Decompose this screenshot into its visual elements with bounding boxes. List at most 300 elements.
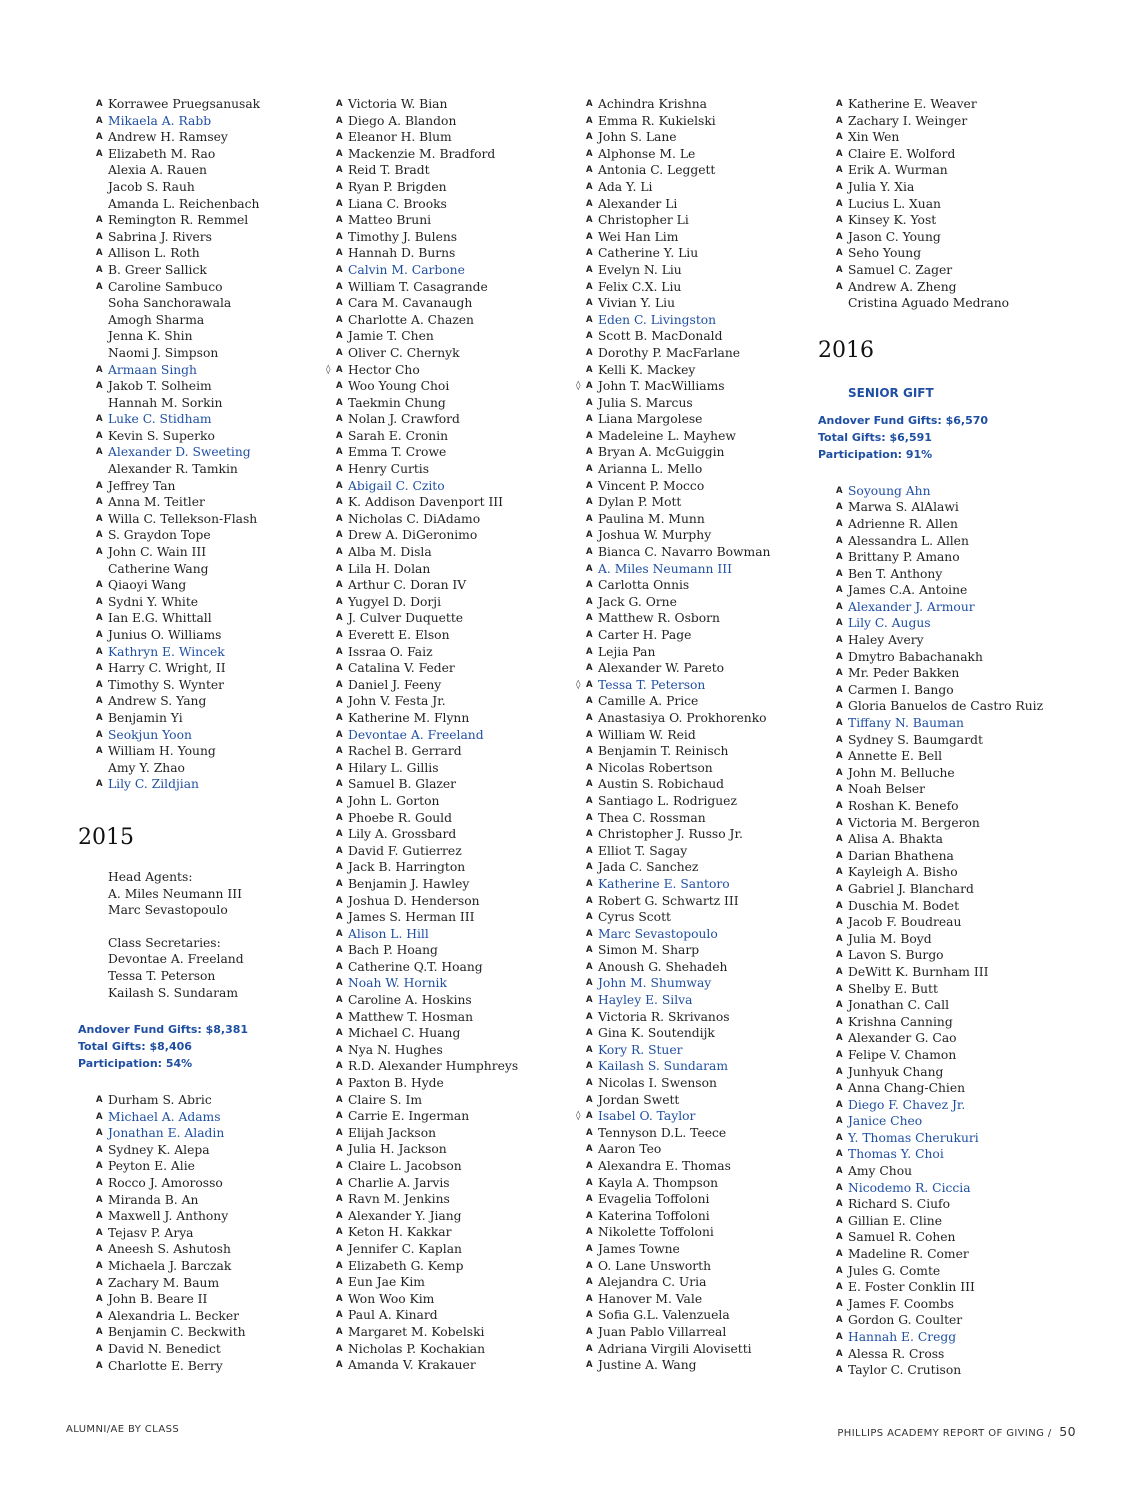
- donor-row: [584, 926, 824, 943]
- andover-fund-marker-icon: A: [836, 1116, 843, 1127]
- andover-fund-marker-icon: A: [586, 1343, 593, 1354]
- donor-row: [834, 881, 1074, 898]
- donor-row: [94, 627, 334, 644]
- andover-fund-marker-icon: A: [96, 712, 103, 723]
- donor-name: Durham S. Abric: [108, 1093, 212, 1108]
- andover-fund-marker-icon: A: [836, 198, 843, 209]
- donor-row: [834, 1296, 1074, 1313]
- donor-name: Qiaoyi Wang: [108, 578, 187, 593]
- andover-fund-marker-icon: A: [336, 1194, 343, 1205]
- andover-fund-marker-icon: A: [96, 364, 103, 375]
- donor-name: Everett E. Elson: [348, 628, 450, 642]
- donor-name: Michael C. Huang: [348, 1026, 461, 1041]
- donor-name: Sabrina J. Rivers: [108, 229, 212, 244]
- donor-row: [334, 975, 574, 992]
- donor-row: [94, 262, 334, 279]
- donor-row: [584, 959, 824, 976]
- donor-name: Shelby E. Butt: [848, 981, 938, 996]
- donor-name: Alison L. Hill: [348, 926, 429, 941]
- andover-fund-marker-icon: A: [836, 784, 843, 795]
- andover-fund-marker-icon: A: [336, 215, 343, 226]
- donor-row: [584, 893, 824, 910]
- andover-fund-marker-icon: A: [836, 635, 843, 646]
- andover-fund-marker-icon: A: [96, 679, 103, 690]
- andover-fund-marker-icon: A: [336, 447, 343, 458]
- donor-row: [334, 129, 574, 146]
- donor-name: Thea C. Rossman: [598, 810, 706, 825]
- andover-fund-marker-icon: A: [96, 1161, 103, 1172]
- donor-row: [584, 444, 824, 461]
- donor-name: Margaret M. Kobelski: [348, 1324, 485, 1339]
- donor-row: [334, 212, 574, 229]
- andover-fund-marker-icon: A: [586, 945, 593, 956]
- donor-name: Eleanor H. Blum: [348, 130, 452, 145]
- andover-fund-marker-icon: A: [336, 1227, 343, 1238]
- donor-name: Scott B. MacDonald: [598, 329, 723, 344]
- donor-name: Rachel B. Gerrard: [348, 744, 462, 759]
- donor-row: [584, 561, 824, 578]
- donor-name: Cyrus Scott: [598, 910, 671, 925]
- donor-row: [334, 1291, 574, 1308]
- donor-row: [584, 644, 824, 661]
- donor-name: Sydney K. Alepa: [108, 1142, 210, 1157]
- donor-name: Jada C. Sanchez: [598, 860, 699, 875]
- donor-row: [584, 727, 824, 744]
- donor-name: Julia S. Marcus: [598, 395, 693, 410]
- andover-fund-marker-icon: A: [836, 165, 843, 176]
- andover-fund-marker-icon: A: [586, 663, 593, 674]
- donor-name: Nicolas Robertson: [598, 760, 713, 775]
- donor-name: Marc Sevastopoulo: [598, 926, 718, 941]
- class-year-heading: 2015: [78, 824, 134, 850]
- donor-row: [334, 378, 574, 395]
- donor-row: [94, 1125, 334, 1142]
- andover-fund-marker-icon: A: [336, 928, 343, 939]
- donor-row: [334, 561, 574, 578]
- andover-fund-marker-icon: A: [586, 1277, 593, 1288]
- donor-row: [584, 1125, 824, 1142]
- donor-row: [334, 876, 574, 893]
- andover-fund-marker-icon: A: [336, 696, 343, 707]
- andover-fund-marker-icon: A: [336, 1277, 343, 1288]
- donor-name: Katerina Toffoloni: [598, 1208, 710, 1223]
- donor-name: Jacob F. Boudreau: [848, 915, 962, 930]
- donor-row: [334, 411, 574, 428]
- donor-name: James Towne: [598, 1241, 680, 1256]
- andover-fund-marker-icon: A: [96, 513, 103, 524]
- andover-fund-marker-icon: A: [336, 281, 343, 292]
- donor-row: [834, 599, 1074, 616]
- donor-name: Felix C.X. Liu: [598, 279, 682, 294]
- donor-row: [584, 693, 824, 710]
- class-2014-list-continued: [94, 96, 334, 793]
- donor-row: [94, 378, 334, 395]
- donor-name: William T. Casagrande: [348, 279, 488, 294]
- donor-name: Timothy J. Bulens: [348, 229, 458, 244]
- donor-name: Alba M. Disla: [348, 545, 432, 560]
- footer-separator: /: [1047, 1428, 1052, 1439]
- donor-name: Jack G. Orne: [598, 594, 677, 609]
- donor-name: Christopher Li: [598, 213, 689, 228]
- donor-name: Ben T. Anthony: [848, 566, 943, 581]
- donor-name: Camille A. Price: [598, 694, 699, 709]
- donor-name: Juan Pablo Villarreal: [598, 1324, 727, 1339]
- andover-fund-marker-icon: A: [836, 1149, 843, 1160]
- participation-stat: Participation: 54%: [78, 1057, 193, 1071]
- donor-row: [584, 1274, 824, 1291]
- donor-name: John B. Beare II: [108, 1292, 208, 1307]
- andover-fund-marker-icon: A: [96, 1095, 103, 1106]
- donor-name: John S. Lane: [598, 130, 677, 145]
- andover-fund-marker-icon: A: [586, 530, 593, 541]
- donor-row: [94, 1241, 334, 1258]
- donor-name: Alisa A. Bhakta: [848, 832, 944, 847]
- donor-row: [334, 577, 574, 594]
- donor-row: [584, 428, 824, 445]
- andover-fund-marker-icon: A: [96, 613, 103, 624]
- andover-fund-marker-icon: A: [836, 883, 843, 894]
- donor-name: Allison L. Roth: [108, 246, 200, 261]
- andover-fund-marker-icon: A: [336, 99, 343, 109]
- andover-fund-marker-icon: A: [586, 298, 593, 309]
- donor-name: Alexander D. Sweeting: [108, 445, 251, 460]
- head-agents-label: Head Agents:: [108, 869, 193, 884]
- donor-row: [584, 229, 824, 246]
- donor-row: [94, 428, 334, 445]
- andover-fund-marker-icon: A: [336, 414, 343, 425]
- donor-name: Paul A. Kinard: [348, 1308, 438, 1323]
- donor-row: [584, 743, 824, 760]
- donor-row: [94, 1358, 334, 1375]
- andover-fund-marker-icon: A: [836, 99, 843, 109]
- donor-name: Matthew R. Osborn: [598, 611, 720, 626]
- donor-row: [94, 577, 334, 594]
- andover-fund-marker-icon: A: [96, 231, 103, 242]
- donor-row: [94, 279, 334, 296]
- andover-fund-marker-icon: A: [586, 1061, 593, 1072]
- donor-name: Mr. Peder Bakken: [848, 666, 960, 681]
- donor-name: Paxton B. Hyde: [348, 1076, 444, 1091]
- donor-name: Oliver C. Chernyk: [348, 345, 460, 360]
- donor-row: [334, 743, 574, 760]
- donor-name: Ravn M. Jenkins: [348, 1192, 450, 1207]
- andover-fund-marker-icon: A: [836, 585, 843, 596]
- andover-fund-marker-icon: A: [336, 613, 343, 624]
- donor-row: [94, 1208, 334, 1225]
- class-2015-stats: [78, 1021, 334, 1072]
- donor-row: [334, 1258, 574, 1275]
- donor-name: Brittany P. Amano: [848, 550, 960, 565]
- donor-name: Claire S. Im: [348, 1092, 422, 1107]
- andover-fund-marker-icon: A: [836, 518, 843, 529]
- donor-name: Benjamin J. Hawley: [348, 876, 470, 891]
- andover-fund-marker-icon: A: [836, 552, 843, 563]
- donor-name: Lila H. Dolan: [348, 561, 431, 576]
- andover-fund-marker-icon: A: [336, 397, 343, 408]
- donor-name: Drew A. DiGeronimo: [348, 528, 478, 543]
- donor-row: [334, 1009, 574, 1026]
- donor-name: Alexander W. Pareto: [598, 661, 725, 676]
- donor-name: Taekmin Chung: [348, 395, 446, 410]
- andover-fund-marker-icon: A: [586, 746, 593, 757]
- andover-fund-marker-icon: A: [586, 613, 593, 624]
- donor-row: [94, 1291, 334, 1308]
- donor-row: [834, 732, 1074, 749]
- donor-row: [584, 594, 824, 611]
- donor-row: [584, 245, 824, 262]
- donor-row: [584, 909, 824, 926]
- andover-fund-marker-icon: A: [336, 795, 343, 806]
- andover-fund-marker-icon: A: [336, 1161, 343, 1171]
- donor-name: Matteo Bruni: [348, 213, 432, 228]
- donor-name: Tiffany N. Bauman: [848, 716, 964, 731]
- donor-name: Eden C. Livingston: [598, 312, 717, 327]
- class-2016-list: [834, 483, 1074, 1379]
- donor-name: Robert G. Schwartz III: [598, 893, 739, 908]
- andover-fund-marker-icon: A: [586, 1028, 593, 1039]
- donor-row: [94, 96, 334, 113]
- donor-name: Erik A. Wurman: [848, 163, 948, 178]
- donor-name: Kayla A. Thompson: [598, 1175, 719, 1190]
- donor-name: Remington R. Remmel: [108, 213, 249, 228]
- donor-row: [94, 295, 334, 312]
- andover-fund-marker-icon: A: [586, 729, 593, 740]
- donor-name: Andrew A. Zheng: [848, 279, 957, 294]
- donor-row: [834, 483, 1074, 500]
- andover-fund-marker-icon: A: [96, 248, 103, 259]
- donor-row: [334, 693, 574, 710]
- donor-row: [584, 760, 824, 777]
- donor-row: [834, 129, 1074, 146]
- donor-row: [834, 162, 1074, 179]
- andover-fund-marker-icon: A: [336, 1210, 343, 1221]
- donor-name: Lavon S. Burgo: [848, 948, 944, 963]
- donor-row: [334, 1307, 574, 1324]
- donor-row: [584, 1291, 824, 1308]
- donor-row: [94, 1341, 334, 1358]
- donor-row: [834, 1196, 1074, 1213]
- andover-fund-marker-icon: A: [836, 751, 843, 762]
- donor-row: [576, 677, 824, 694]
- donor-name: Katherine M. Flynn: [348, 710, 470, 725]
- andover-fund-marker-icon: A: [96, 1327, 103, 1338]
- andover-fund-marker-icon: A: [586, 895, 593, 906]
- donor-name: Abigail C. Czito: [348, 478, 445, 493]
- donor-row: [94, 760, 334, 777]
- andover-fund-marker-icon: A: [336, 148, 343, 159]
- donor-row: [94, 229, 334, 246]
- andover-fund-marker-icon: A: [586, 198, 593, 209]
- donor-name: Hayley E. Silva: [598, 993, 693, 1008]
- andover-fund-marker-icon: A: [336, 165, 343, 176]
- donor-name: Dylan P. Mott: [598, 495, 682, 510]
- andover-fund-marker-icon: A: [586, 231, 593, 242]
- donor-name: Aaron Teo: [598, 1142, 662, 1157]
- donor-name: Marwa S. AlAlawi: [848, 500, 959, 515]
- donor-name: Madeleine L. Mayhew: [598, 428, 736, 443]
- donor-row: [834, 1030, 1074, 1047]
- donor-row: [584, 810, 824, 827]
- donor-row: [584, 793, 824, 810]
- donor-row: [334, 1357, 574, 1374]
- donor-name: Yugyel D. Dorji: [348, 594, 442, 609]
- andover-fund-marker-icon: A: [586, 596, 593, 607]
- donor-row: [584, 162, 824, 179]
- andover-fund-marker-icon: A: [336, 1111, 343, 1122]
- donor-row: [334, 113, 574, 130]
- donor-row: [334, 1191, 574, 1208]
- donor-name: Madeline R. Comer: [848, 1247, 969, 1262]
- donor-row: [834, 1014, 1074, 1031]
- donor-row: [834, 1113, 1074, 1130]
- donor-row: [94, 776, 334, 793]
- column-4: [818, 96, 1074, 1379]
- donor-row: [334, 395, 574, 412]
- andover-fund-marker-icon: A: [586, 1227, 593, 1238]
- donor-name: William H. Young: [108, 744, 216, 759]
- andover-fund-marker-icon: A: [586, 1111, 593, 1122]
- andover-fund-marker-icon: A: [836, 834, 843, 845]
- donor-name: Sofia G.L. Valenzuela: [598, 1308, 730, 1323]
- donor-row: [334, 793, 574, 810]
- donor-name: Elijah Jackson: [348, 1125, 437, 1140]
- andover-fund-marker-icon: A: [836, 668, 843, 679]
- donor-row: [834, 229, 1074, 246]
- donor-row: [834, 964, 1074, 981]
- donor-row: [584, 146, 824, 163]
- andover-fund-marker-icon: A: [336, 1177, 343, 1188]
- andover-fund-marker-icon: A: [96, 530, 103, 541]
- donor-row: [94, 1109, 334, 1126]
- donor-row: [834, 1229, 1074, 1246]
- donor-row: [326, 362, 574, 379]
- donor-name: Zachary I. Weinger: [848, 113, 968, 128]
- donor-row: [834, 549, 1074, 566]
- donor-row: [584, 843, 824, 860]
- donor-name: K. Addison Davenport III: [348, 495, 504, 510]
- donor-row: [334, 644, 574, 661]
- andover-fund-marker-icon: A: [336, 596, 343, 607]
- donor-row: [834, 262, 1074, 279]
- donor-row: [584, 1258, 824, 1275]
- donor-name: Catherine Q.T. Hoang: [348, 959, 483, 974]
- donor-name: Annette E. Bell: [848, 749, 943, 764]
- donor-name: Dmytro Babachanakh: [848, 649, 983, 664]
- andover-fund-marker-icon: A: [336, 1127, 343, 1138]
- andover-fund-marker-icon: A: [96, 264, 103, 275]
- andover-fund-marker-icon: A: [336, 298, 343, 309]
- donor-row: [834, 295, 1074, 312]
- donor-row: [334, 1224, 574, 1241]
- andover-fund-marker-icon: A: [836, 1132, 843, 1143]
- donor-name: Thomas Y. Choi: [848, 1147, 944, 1162]
- donor-row: [334, 444, 574, 461]
- andover-fund-marker-icon: A: [336, 729, 343, 740]
- donor-row: [94, 312, 334, 329]
- andover-fund-marker-icon: A: [96, 148, 103, 159]
- andover-fund-marker-icon: A: [96, 381, 103, 392]
- donor-row: [334, 179, 574, 196]
- donor-name: Reid T. Bradt: [348, 163, 430, 178]
- donor-name: Seho Young: [848, 246, 922, 261]
- donor-row: [94, 113, 334, 130]
- donor-row: [334, 1141, 574, 1158]
- donor-row: [834, 765, 1074, 782]
- donor-name: Soha Sanchorawala: [108, 296, 232, 311]
- donor-row: [334, 942, 574, 959]
- donor-name: Julia H. Jackson: [348, 1142, 447, 1157]
- donor-name: Claire E. Wolford: [848, 146, 956, 161]
- andover-fund-marker-icon: A: [586, 679, 593, 690]
- andover-fund-marker-icon: A: [836, 1298, 843, 1309]
- andover-fund-marker-icon: A: [586, 364, 593, 375]
- donor-name: Seokjun Yoon: [108, 727, 192, 742]
- donor-name: Jakob T. Solheim: [108, 379, 212, 394]
- donor-name: Michael A. Adams: [108, 1109, 221, 1124]
- donor-row: [584, 1025, 824, 1042]
- donor-row: [334, 229, 574, 246]
- donor-name: Wei Han Lim: [598, 229, 679, 244]
- donor-row: [334, 826, 574, 843]
- donor-row: [334, 992, 574, 1009]
- andover-fund-marker-icon: A: [96, 215, 103, 226]
- donor-name: Austin S. Robichaud: [598, 777, 725, 792]
- donor-name: Alexander Y. Jiang: [348, 1208, 462, 1223]
- andover-fund-marker-icon: A: [836, 1182, 843, 1193]
- donor-row: [834, 997, 1074, 1014]
- donor-row: [334, 295, 574, 312]
- andover-fund-marker-icon: A: [836, 281, 843, 292]
- andover-fund-marker-icon: A: [586, 646, 593, 657]
- andover-fund-marker-icon: A: [96, 99, 103, 109]
- donor-row: [584, 461, 824, 478]
- andover-fund-marker-icon: A: [586, 878, 593, 889]
- donor-row: [94, 594, 334, 611]
- donor-name: Justine A. Wang: [598, 1358, 697, 1373]
- andover-fund-marker-icon: A: [836, 701, 843, 712]
- donor-name: John L. Gorton: [348, 793, 440, 808]
- donor-row: [334, 1208, 574, 1225]
- andover-fund-marker-icon: A: [96, 696, 103, 707]
- donor-row: [94, 1258, 334, 1275]
- head-agent: Marc Sevastopoulo: [108, 903, 228, 918]
- donor-row: [834, 831, 1074, 848]
- andover-fund-marker-icon: A: [586, 1260, 593, 1271]
- andover-fund-marker-icon: A: [836, 485, 843, 496]
- donor-name: Tessa T. Peterson: [598, 677, 706, 692]
- donor-row: [334, 610, 574, 627]
- andover-fund-marker-icon: A: [336, 895, 343, 906]
- donor-row: [334, 1092, 574, 1109]
- donor-row: [584, 776, 824, 793]
- donor-name: Cara M. Cavanaugh: [348, 296, 473, 311]
- andover-fund-marker-icon: A: [836, 850, 843, 861]
- class-2015-list-continued: [326, 96, 574, 1374]
- donor-name: Lejia Pan: [598, 644, 656, 659]
- andover-fund-marker-icon: A: [336, 1028, 343, 1039]
- donor-name: Arthur C. Doran IV: [348, 578, 467, 593]
- donor-name: Mackenzie M. Bradford: [348, 146, 496, 161]
- donor-row: [834, 815, 1074, 832]
- donor-name: Achindra Krishna: [598, 97, 708, 111]
- andover-fund-marker-icon: A: [586, 497, 593, 508]
- andover-fund-marker-icon: A: [836, 1348, 843, 1359]
- andover-fund-marker-icon: A: [836, 651, 843, 662]
- andover-fund-marker-icon: A: [336, 513, 343, 524]
- head-agents-block: [94, 869, 334, 1001]
- andover-fund-marker-icon: A: [336, 580, 343, 591]
- andover-fund-marker-icon: A: [96, 281, 103, 292]
